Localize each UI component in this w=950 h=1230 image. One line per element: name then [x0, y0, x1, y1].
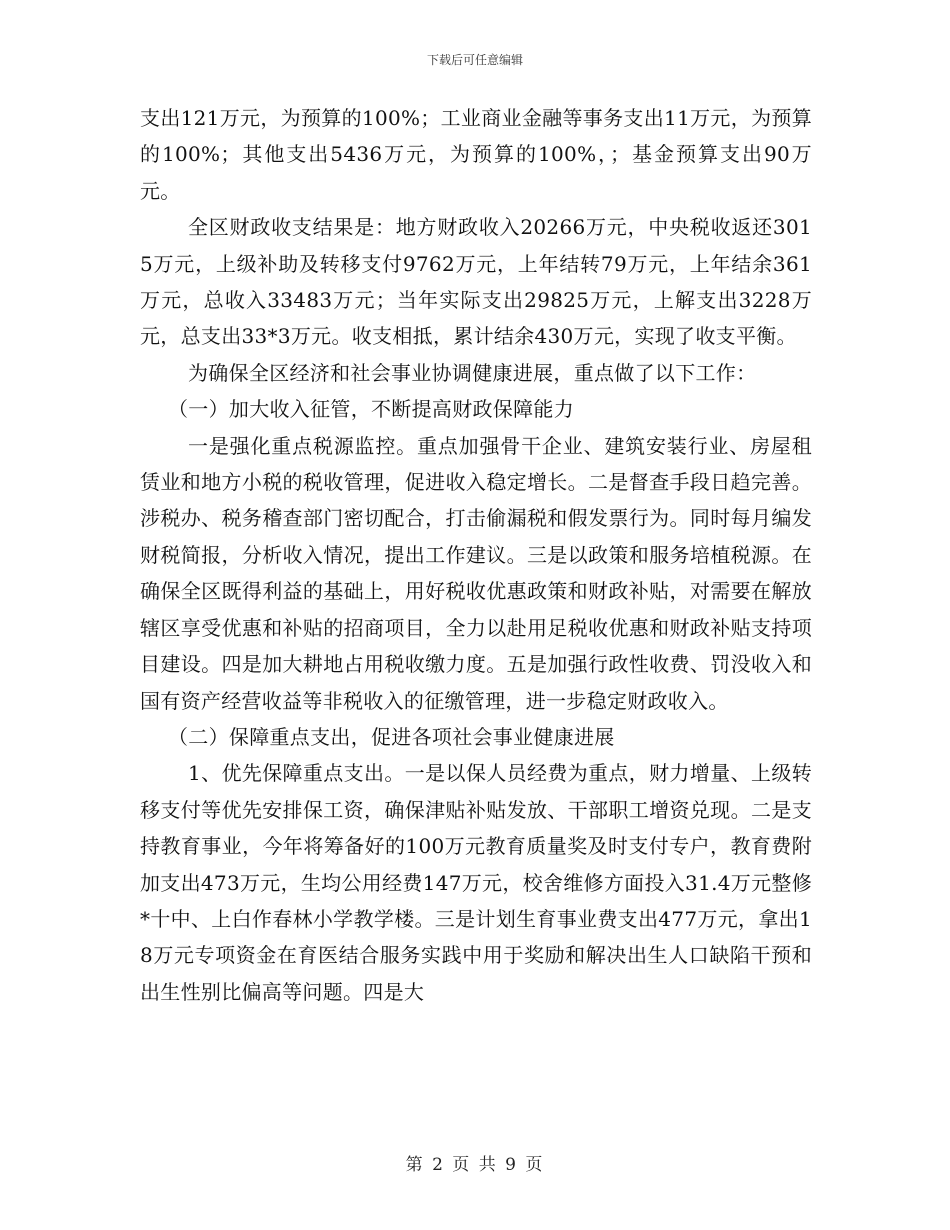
document-body: [140, 100, 812, 1010]
section-heading-two: （二）保障重点支出，促进各项社会事业健康进展: [168, 724, 615, 749]
paragraph-fiscal-results: 全区财政收支结果是：地方财政收入20266万元，中央税收返还3015万元，上级补助及转移支付9762万元，上年结转79万元，上年结余361万元，总收入33483万元；当年实际支出29825万元，上解支出3228万元，总支出33*3万元。收支相抵，累计结余430万元，实现了收支平衡。: [140, 215, 812, 349]
page-header-note: 下载后可任意编辑: [426, 53, 523, 67]
paragraph-work-intro: 为确保全区经济和社会事业协调健康进展，重点做了以下工作：: [188, 360, 757, 385]
page-number-footer: 第 2 页 共 9 页: [405, 1155, 545, 1175]
paragraph-revenue-measures: 一是强化重点税源监控。重点加强骨干企业、建筑安装行业、房屋租赁业和地方小税的税收管理，促进收入稳定增长。二是督查手段日趋完善。涉税办、税务稽查部门密切配合，打击偷漏税和假发票行为。同时每月编发财税简报，分析收入情况，提出工作建议。三是以政策和服务培植税源。在确保全区既得利益的基础上，用好税收优惠政策和财政补贴，对需要在解放辖区享受优惠和补贴的招商项目，全力以赴用足税收优惠和财政补贴支持项目建设。四是加大耕地占用税收缴力度。五是加强行政性收费、罚没收入和国有资产经营收益等非税收入的征缴管理，进一步稳定财政收入。: [140, 433, 812, 713]
paragraph-key-expenditures: 1、优先保障重点支出。一是以保人员经费为重点，财力增量、上级转移支付等优先安排保工资，确保津贴补贴发放、干部职工增资兑现。二是支持教育事业，今年将筹备好的100万元教育质量奖及时支付专户，教育费附加支出473万元，生均公用经费147万元，校舍维修方面投入31.4万元整修*十中、上白作春林小学教学楼。三是计划生育事业费支出477万元，拿出18万元专项资金在育医结合服务实践中用于奖励和解决出生人口缺陷干预和出生性别比偏高等问题。四是大: [140, 761, 812, 1004]
paragraph-expenditure-continued: 支出121万元，为预算的100%；工业商业金融等事务支出11万元，为预算的100%；其他支出5436万元，为预算的100%，；基金预算支出90万元。: [140, 106, 812, 203]
section-heading-one: （一）加大收入征管，不断提高财政保障能力: [168, 397, 574, 422]
